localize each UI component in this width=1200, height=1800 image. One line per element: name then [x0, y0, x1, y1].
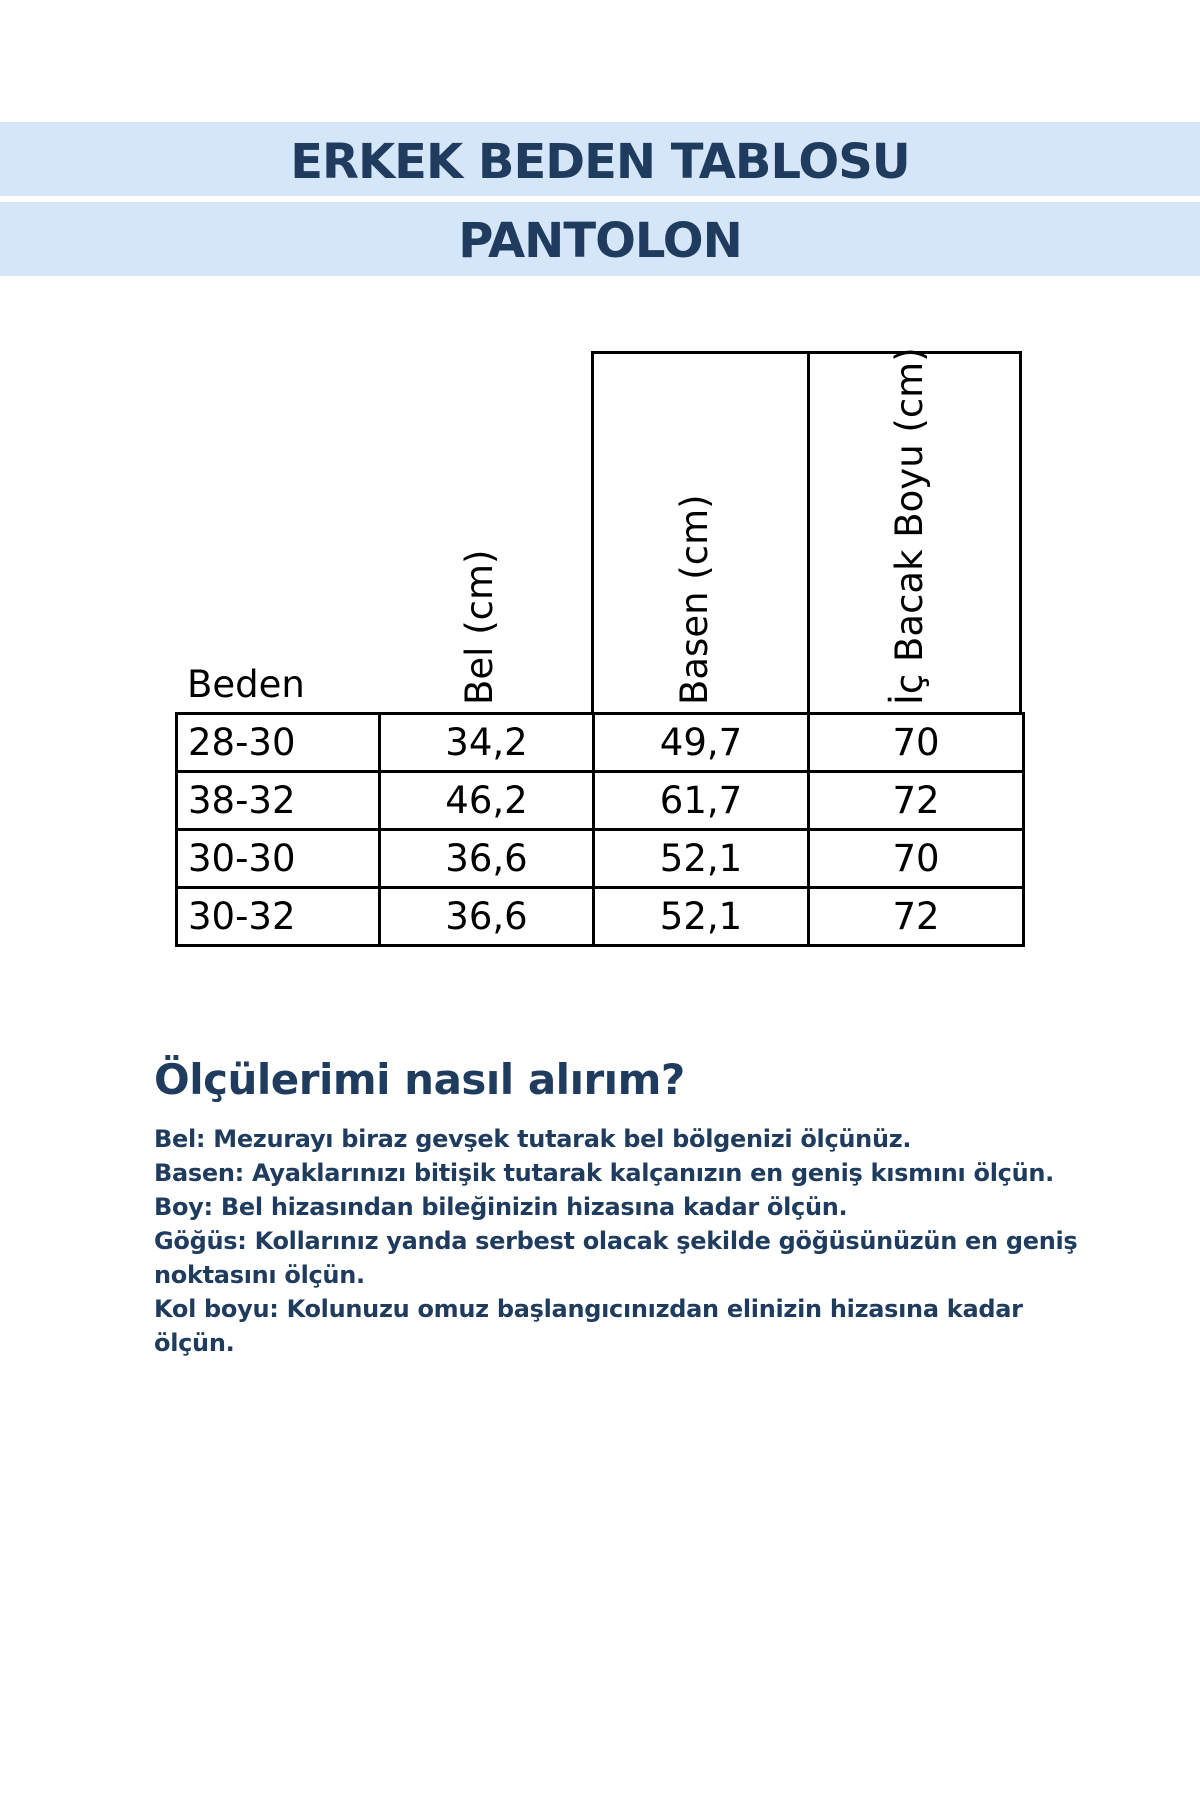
cell-beden: 30-30 — [177, 830, 380, 888]
howto-title: Ölçülerimi nasıl alırım? — [154, 1055, 685, 1104]
cell-beden: 28-30 — [177, 714, 380, 772]
title-band — [0, 122, 1200, 196]
column-header-ic-bacak: İç Bacak Boyu (cm) — [888, 347, 931, 705]
size-table — [175, 347, 1019, 958]
table-row — [177, 772, 1024, 830]
page-subtitle: PANTOLON — [458, 213, 742, 269]
cell-ic-bacak: 72 — [809, 888, 1024, 946]
column-header-beden: Beden — [187, 663, 305, 706]
cell-bel: 36,6 — [380, 830, 594, 888]
size-grid — [175, 712, 1025, 947]
instruction-boy: Boy: Bel hizasından bileğinizin hizasına kadar ölçün. — [154, 1193, 848, 1221]
cell-ic-bacak: 70 — [809, 714, 1024, 772]
howto-instructions — [154, 1122, 1094, 1360]
instruction-basen: Basen: Ayaklarınızı bitişik tutarak kalçanızın en geniş kısmını ölçün. — [154, 1159, 1054, 1187]
cell-basen: 49,7 — [594, 714, 809, 772]
cell-basen: 52,1 — [594, 830, 809, 888]
cell-bel: 36,6 — [380, 888, 594, 946]
cell-bel: 46,2 — [380, 772, 594, 830]
column-header-basen: Basen (cm) — [673, 494, 716, 705]
cell-basen: 52,1 — [594, 888, 809, 946]
table-row — [177, 888, 1024, 946]
instruction-bel: Bel: Mezurayı biraz gevşek tutarak bel bölgenizi ölçünüz. — [154, 1125, 912, 1153]
cell-bel: 34,2 — [380, 714, 594, 772]
cell-basen: 61,7 — [594, 772, 809, 830]
cell-beden: 38-32 — [177, 772, 380, 830]
subtitle-band — [0, 202, 1200, 276]
cell-beden: 30-32 — [177, 888, 380, 946]
table-row — [177, 714, 1024, 772]
instruction-gogus: Göğüs: Kollarınız yanda serbest olacak şekilde göğüsünüzün en geniş noktasını ölçün. — [154, 1227, 1078, 1289]
cell-ic-bacak: 72 — [809, 772, 1024, 830]
column-header-bel: Bel (cm) — [458, 549, 501, 705]
table-row — [177, 830, 1024, 888]
instruction-kol-boyu: Kol boyu: Kolunuzu omuz başlangıcınızdan elinizin hizasına kadar ölçün. — [154, 1295, 1023, 1357]
cell-ic-bacak: 70 — [809, 830, 1024, 888]
page-title: ERKEK BEDEN TABLOSU — [290, 134, 910, 190]
